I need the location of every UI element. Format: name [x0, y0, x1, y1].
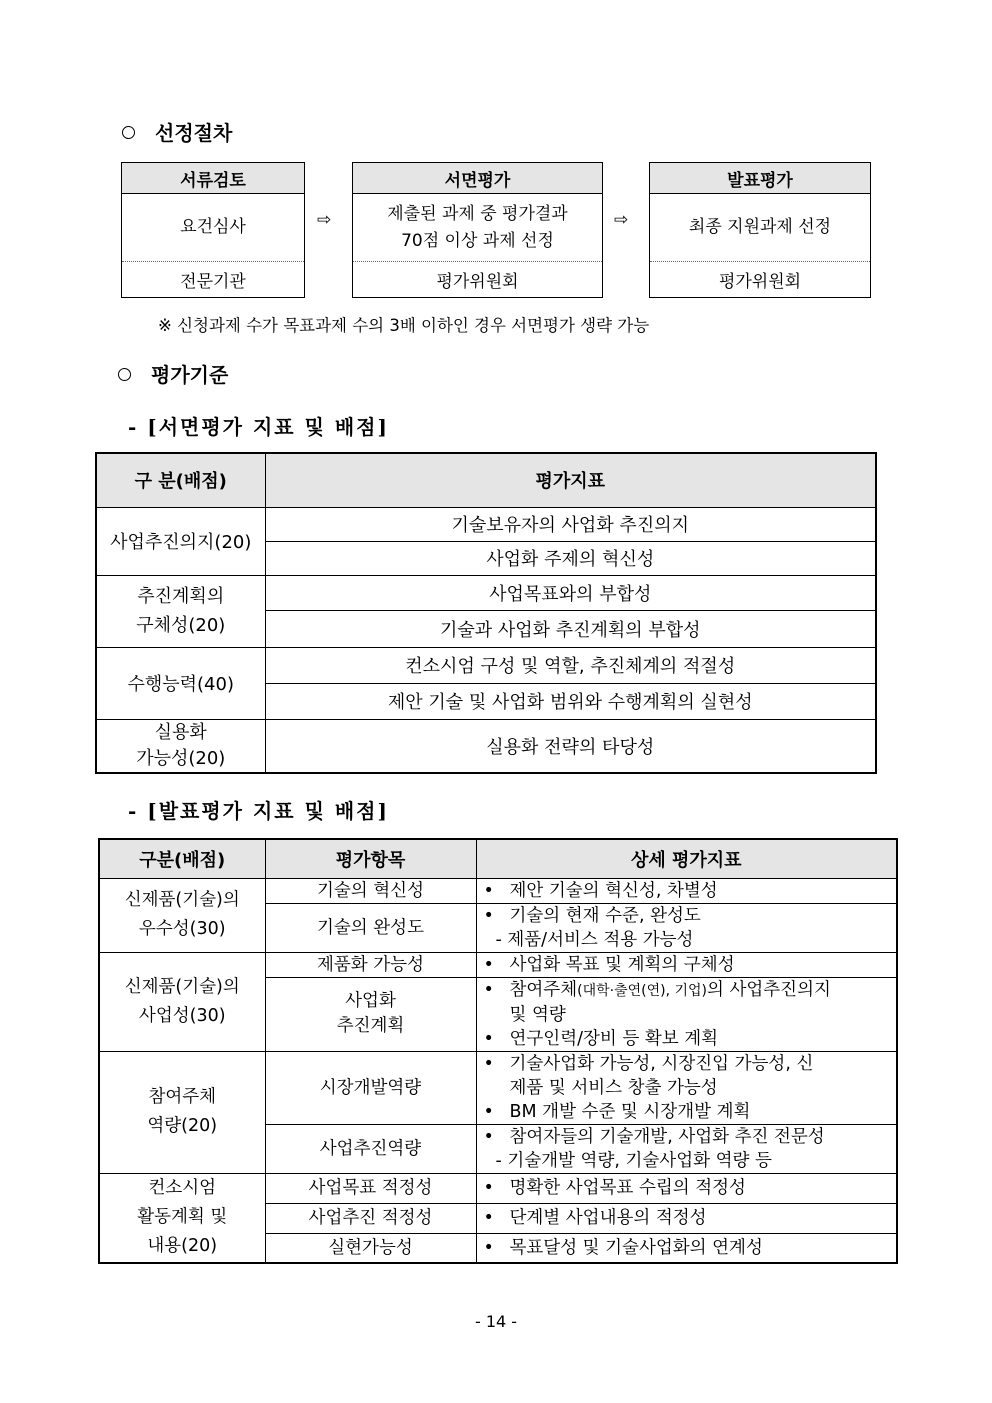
bullet-icon: •: [483, 905, 494, 926]
step-header: 서면평가: [353, 163, 602, 194]
item-cell: 기술의 혁신성: [265, 878, 476, 903]
detail-cell: [476, 977, 897, 1051]
detail-subtext: - 제품/서비스 적용 가능성: [495, 929, 694, 950]
detail-continuation: 및 역량: [509, 1004, 566, 1025]
indicator-cell: 기술과 사업화 추진계획의 부합성: [265, 610, 876, 647]
written-evaluation-table: [95, 452, 877, 774]
item-cell: 실현가능성: [265, 1233, 476, 1263]
bullet-icon: •: [483, 954, 494, 975]
detail-text: 명확한 사업목표 수립의 적정성: [509, 1178, 746, 1198]
table-row: [96, 507, 876, 541]
process-step-written-evaluation: [352, 162, 603, 298]
category-line: 컨소시엄: [148, 1178, 217, 1199]
category-line: 활동계획 및: [137, 1207, 228, 1228]
indicator-cell: 실용화 전략의 타당성: [265, 719, 876, 773]
section-title: 선정절차: [155, 121, 233, 145]
category-line: 구체성(20): [136, 615, 226, 636]
indicator-cell: 제안 기술 및 사업화 범위와 수행계획의 실현성: [265, 683, 876, 719]
table-row: [96, 647, 876, 683]
table-row: [99, 1173, 897, 1203]
column-header: 평가지표: [265, 453, 876, 507]
detail-subtext: - 기술개발 역량, 기술사업화 역량 등: [495, 1150, 772, 1171]
category-cell: [99, 952, 265, 1051]
item-cell: 사업추진 적정성: [265, 1203, 476, 1233]
indicator-cell: 사업화 주제의 혁신성: [265, 541, 876, 575]
detail-text: 참여주체: [509, 979, 578, 1000]
circle-bullet-icon: [118, 368, 131, 381]
column-header: 구 분(배점): [96, 453, 265, 507]
step-header: 서류검토: [122, 163, 304, 194]
table-row: [96, 575, 876, 610]
table-row: [96, 719, 876, 773]
category-cell: [99, 1051, 265, 1173]
item-cell: 시장개발역량: [265, 1051, 476, 1124]
column-header: 상세 평가지표: [476, 839, 897, 878]
step-footer: 전문기관: [180, 271, 246, 292]
step-body-line: 제출된 과제 중 평가결과: [387, 203, 568, 224]
category-cell: [99, 878, 265, 952]
step-body: 최종 지원과제 선정: [650, 194, 870, 262]
column-header: 구분(배점): [99, 839, 265, 878]
step-header: 발표평가: [650, 163, 870, 194]
category-line: 가능성(20): [136, 747, 226, 769]
detail-text: 사업화 목표 및 계획의 구체성: [509, 954, 735, 975]
detail-text: 제안 기술의 혁신성, 차별성: [509, 880, 718, 901]
section-title: 평가기준: [151, 363, 229, 387]
detail-text: 의 사업추진의지: [707, 979, 831, 1000]
detail-text: 단계별 사업내용의 적정성: [509, 1208, 707, 1228]
bullet-icon: •: [483, 1053, 494, 1074]
page-number: - 14 -: [474, 1312, 518, 1331]
category-cell: 사업추진의지(20): [96, 507, 265, 575]
item-cell: 사업추진역량: [265, 1124, 476, 1173]
detail-cell: [476, 1124, 897, 1173]
circle-bullet-icon: [122, 126, 135, 139]
item-cell: [265, 977, 476, 1051]
table-row: [99, 878, 897, 903]
category-line: 신제품(기술)의: [124, 890, 240, 910]
table-header-row: [99, 839, 897, 878]
indicator-cell: 사업목표와의 부합성: [265, 575, 876, 610]
section-selection-procedure: [122, 117, 232, 146]
process-note: ※ 신청과제 수가 목표과제 수의 3배 이하인 경우 서면평가 생략 가능: [158, 316, 650, 335]
indicator-cell: 기술보유자의 사업화 추진의지: [265, 507, 876, 541]
bullet-icon: •: [483, 1101, 494, 1122]
category-line: 우수성(30): [138, 919, 226, 939]
detail-cell: [476, 903, 897, 952]
category-line: 신제품(기술)의: [124, 976, 240, 997]
category-cell: [96, 719, 265, 773]
category-line: 추진계획의: [137, 586, 225, 607]
category-line: 역량(20): [147, 1116, 218, 1136]
process-step-presentation-evaluation: [649, 162, 871, 298]
bullet-icon: •: [483, 979, 494, 1000]
bullet-icon: •: [483, 1178, 494, 1198]
step-footer: 평가위원회: [718, 271, 802, 292]
category-cell: 수행능력(40): [96, 647, 265, 719]
table-row: [99, 952, 897, 977]
category-cell: [96, 575, 265, 647]
bullet-icon: •: [483, 1237, 494, 1258]
detail-cell: [476, 952, 897, 977]
bullet-icon: •: [483, 1126, 494, 1147]
step-body: [353, 194, 602, 262]
bullet-icon: •: [483, 880, 494, 901]
table2-title: - [발표평가 지표 및 배점]: [128, 799, 389, 823]
column-header: 평가항목: [265, 839, 476, 878]
detail-text: 기술사업화 가능성, 시장진입 가능성, 신: [509, 1053, 814, 1074]
detail-cell: [476, 1173, 897, 1203]
item-cell: 제품화 가능성: [265, 952, 476, 977]
process-step-document-review: [121, 162, 305, 298]
item-cell: 기술의 완성도: [265, 903, 476, 952]
step-footer: 평가위원회: [436, 271, 519, 292]
right-arrow-icon: ⇨: [317, 210, 332, 230]
detail-cell: [476, 878, 897, 903]
category-line: 내용(20): [147, 1236, 218, 1257]
detail-cell: [476, 1203, 897, 1233]
step-body-line: 70점 이상 과제 선정: [401, 230, 554, 251]
detail-continuation: 제품 및 서비스 창출 가능성: [509, 1077, 718, 1098]
bullet-icon: •: [483, 1028, 494, 1049]
table-header-row: [96, 453, 876, 507]
section-evaluation-criteria: [118, 359, 228, 388]
indicator-cell: 컨소시엄 구성 및 역할, 추진체계의 적절성: [265, 647, 876, 683]
detail-text: 연구인력/장비 등 확보 계획: [509, 1028, 719, 1049]
detail-text-small: (대학·출연(연), 기업): [577, 982, 707, 999]
detail-text: BM 개발 수준 및 시장개발 계획: [509, 1101, 751, 1122]
detail-text: 기술의 현재 수준, 완성도: [509, 905, 701, 926]
category-line: 참여주체: [148, 1087, 217, 1107]
item-cell: 사업목표 적정성: [265, 1173, 476, 1203]
detail-cell: [476, 1051, 897, 1124]
right-arrow-icon: ⇨: [614, 210, 629, 230]
step-body: 요건심사: [122, 194, 304, 262]
detail-text: 참여자들의 기술개발, 사업화 추진 전문성: [509, 1126, 825, 1147]
category-line: 실용화: [154, 721, 207, 743]
detail-text: 목표달성 및 기술사업화의 연계성: [509, 1237, 763, 1258]
detail-cell: [476, 1233, 897, 1263]
item-line: 추진계획: [336, 1016, 405, 1036]
category-line: 사업성(30): [138, 1005, 226, 1026]
item-line: 사업화: [345, 991, 396, 1011]
category-cell: [99, 1173, 265, 1263]
bullet-icon: •: [483, 1208, 494, 1228]
table1-title: - [서면평가 지표 및 배점]: [128, 415, 389, 439]
presentation-evaluation-table: [98, 838, 898, 1264]
table-row: [99, 1051, 897, 1124]
